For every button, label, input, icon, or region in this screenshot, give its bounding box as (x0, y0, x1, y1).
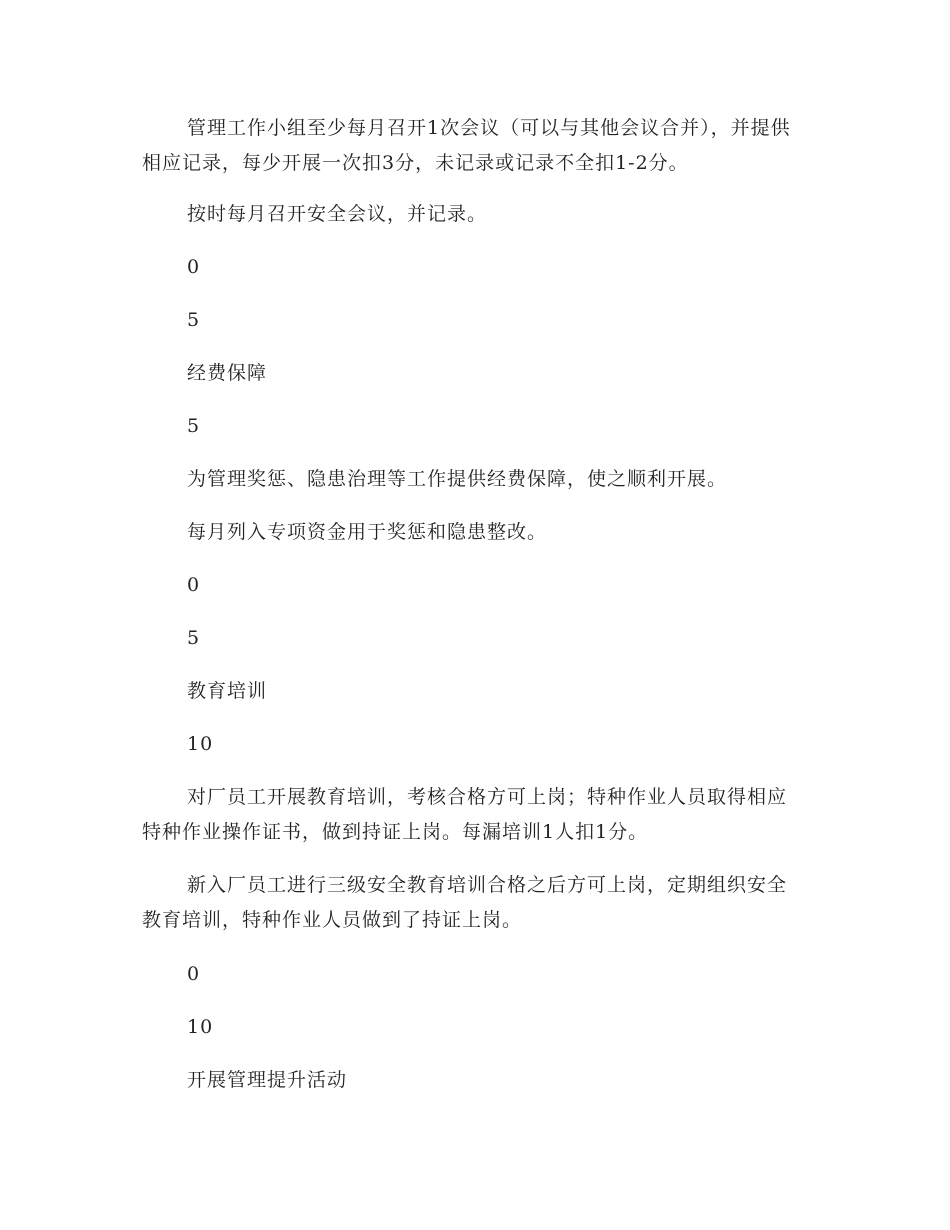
paragraph-meeting-requirement: 管理工作小组至少每月召开1次会议（可以与其他会议合并），并提供相应记录，每少开展一次扣3分，未记录或记录不全扣1-2分。 (142, 117, 791, 174)
paragraph-section-title: 教育培训 (187, 680, 268, 702)
paragraph-meeting-practice: 按时每月召开安全会议，并记录。 (187, 203, 488, 225)
paragraph-score: 5 (187, 309, 201, 331)
paragraph-score: 0 (187, 574, 201, 596)
paragraph-funding-practice: 每月列入专项资金用于奖惩和隐患整改。 (187, 521, 548, 543)
paragraph-training-practice: 新入厂员工进行三级安全教育培训合格之后方可上岗，定期组织安全教育培训，特种作业人员做到了持证上岗。 (142, 874, 788, 931)
paragraph-score: 0 (187, 256, 201, 278)
paragraph-score: 10 (187, 733, 214, 755)
paragraph-score: 5 (187, 415, 201, 437)
paragraph-score: 5 (187, 627, 201, 649)
paragraph-funding-requirement: 为管理奖惩、隐患治理等工作提供经费保障，使之顺利开展。 (187, 468, 728, 490)
paragraph-score: 0 (187, 963, 201, 985)
paragraph-score: 10 (187, 1016, 214, 1038)
paragraph-section-title: 经费保障 (187, 362, 268, 384)
paragraph-training-requirement: 对厂员工开展教育培训，考核合格方可上岗；特种作业人员取得相应特种作业操作证书，做到持证上岗。每漏培训1人扣1分。 (142, 786, 788, 843)
paragraph-section-title: 开展管理提升活动 (187, 1069, 348, 1091)
